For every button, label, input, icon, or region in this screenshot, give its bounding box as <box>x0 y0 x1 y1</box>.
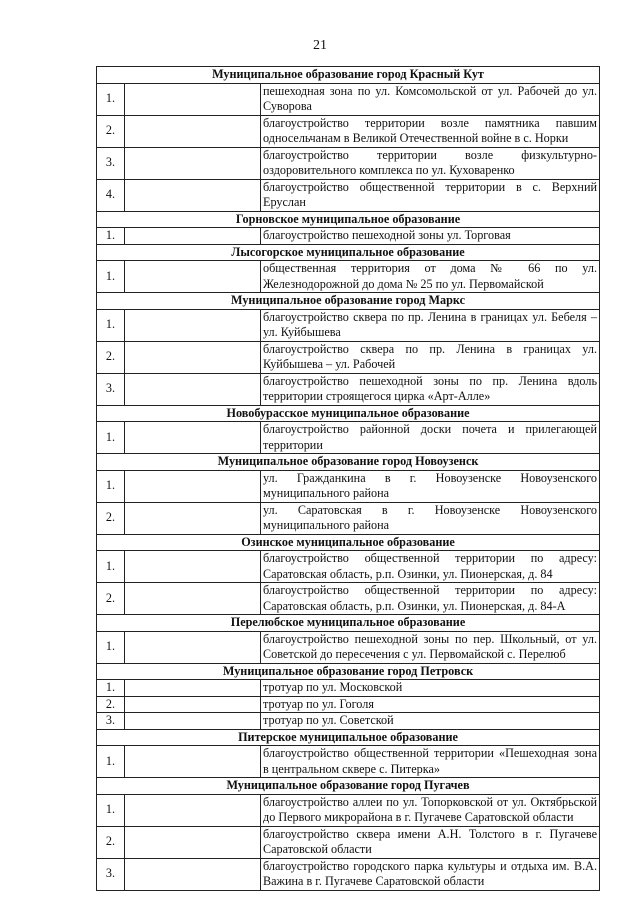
territories-table <box>96 66 600 891</box>
table-row <box>97 147 600 179</box>
section-header-row <box>97 211 600 228</box>
row-number: 2. <box>97 826 125 858</box>
row-number: 2. <box>97 341 125 373</box>
empty-cell <box>125 551 261 583</box>
empty-cell <box>125 826 261 858</box>
table-row <box>97 261 600 293</box>
territory-description: благоустройство сквера по пр. Ленина в границах ул. Бебеля – ул. Куйбышева <box>261 309 600 341</box>
section-header-row <box>97 293 600 310</box>
row-number: 2. <box>97 115 125 147</box>
empty-cell <box>125 341 261 373</box>
table-row <box>97 373 600 405</box>
empty-cell <box>125 631 261 663</box>
row-number: 1. <box>97 794 125 826</box>
empty-cell <box>125 422 261 454</box>
empty-cell <box>125 858 261 890</box>
section-title: Муниципальное образование город Петровск <box>97 663 600 680</box>
empty-cell <box>125 470 261 502</box>
territory-description: благоустройство общественной территории по адресу: Саратовская область, р.п. Озинки, ул. Пионерская, д. 84-А <box>261 583 600 615</box>
page-number: 21 <box>313 38 327 53</box>
territory-description: благоустройство пешеходной зоны ул. Торговая <box>261 228 600 245</box>
section-title: Перелюбское муниципальное образование <box>97 615 600 632</box>
territory-description: благоустройство сквера по пр. Ленина в границах ул. Куйбышева – ул. Рабочей <box>261 341 600 373</box>
territory-description: благоустройство пешеходной зоны по пер. Школьный, от ул. Советской до пересечения с ул. Первомайской с. Перелюб <box>261 631 600 663</box>
table-row <box>97 341 600 373</box>
territory-description: благоустройство городского парка культуры и отдыха им. В.А. Важина в г. Пугачеве Саратовской области <box>261 858 600 890</box>
table-row <box>97 228 600 245</box>
section-header-row <box>97 778 600 795</box>
row-number: 1. <box>97 309 125 341</box>
territory-description: благоустройство пешеходной зоны по пр. Ленина вдоль территории строящегося цирка «Арт-Алле» <box>261 373 600 405</box>
row-number: 1. <box>97 83 125 115</box>
territory-description: тротуар по ул. Советской <box>261 713 600 730</box>
empty-cell <box>125 794 261 826</box>
row-number: 1. <box>97 261 125 293</box>
table-row <box>97 631 600 663</box>
empty-cell <box>125 261 261 293</box>
section-header-row <box>97 244 600 261</box>
table-row <box>97 502 600 534</box>
table-row <box>97 858 600 890</box>
empty-cell <box>125 696 261 713</box>
territory-description: ул. Гражданкина в г. Новоузенске Новоузенского муниципального района <box>261 470 600 502</box>
row-number: 1. <box>97 680 125 697</box>
table-row <box>97 470 600 502</box>
row-number: 3. <box>97 147 125 179</box>
territory-description: общественная территория от дома № 66 по ул. Железнодорожной до дома № 25 по ул. Первомайской <box>261 261 600 293</box>
section-title: Муниципальное образование город Пугачев <box>97 778 600 795</box>
empty-cell <box>125 583 261 615</box>
section-title: Муниципальное образование город Маркс <box>97 293 600 310</box>
territory-description: благоустройство общественной территории в с. Верхний Еруслан <box>261 179 600 211</box>
row-number: 2. <box>97 696 125 713</box>
territory-description: пешеходная зона по ул. Комсомольской от ул. Рабочей до ул. Суворова <box>261 83 600 115</box>
row-number: 1. <box>97 551 125 583</box>
table-row <box>97 713 600 730</box>
row-number: 3. <box>97 373 125 405</box>
section-title: Новобурасское муниципальное образование <box>97 405 600 422</box>
empty-cell <box>125 228 261 245</box>
territory-description: благоустройство общественной территории «Пешеходная зона в центральном сквере с. Питерка» <box>261 746 600 778</box>
row-number: 1. <box>97 470 125 502</box>
section-header-row <box>97 454 600 471</box>
territory-description: благоустройство аллеи по ул. Топорковской от ул. Октябрьской до Первого микрорайона в г. Пугачеве Саратовской области <box>261 794 600 826</box>
table-row <box>97 422 600 454</box>
section-header-row <box>97 67 600 84</box>
territory-description: тротуар по ул. Гоголя <box>261 696 600 713</box>
empty-cell <box>125 83 261 115</box>
row-number: 2. <box>97 583 125 615</box>
empty-cell <box>125 373 261 405</box>
section-title: Муниципальное образование город Красный Кут <box>97 67 600 84</box>
empty-cell <box>125 502 261 534</box>
territory-description: благоустройство общественной территории по адресу: Саратовская область, р.п. Озинки, ул. Пионерская, д. 84 <box>261 551 600 583</box>
section-title: Питерское муниципальное образование <box>97 729 600 746</box>
section-header-row <box>97 534 600 551</box>
table-row <box>97 115 600 147</box>
table-row <box>97 309 600 341</box>
territory-description: ул. Саратовская в г. Новоузенске Новоузенского муниципального района <box>261 502 600 534</box>
section-header-row <box>97 729 600 746</box>
territory-description: благоустройство территории возле физкультурно-оздоровительного комплекса по ул. Куховаренко <box>261 147 600 179</box>
empty-cell <box>125 147 261 179</box>
table-row <box>97 826 600 858</box>
section-title: Озинское муниципальное образование <box>97 534 600 551</box>
territory-description: благоустройство районной доски почета и прилегающей территории <box>261 422 600 454</box>
row-number: 3. <box>97 713 125 730</box>
table-row <box>97 696 600 713</box>
row-number: 2. <box>97 502 125 534</box>
row-number: 1. <box>97 422 125 454</box>
row-number: 4. <box>97 179 125 211</box>
empty-cell <box>125 115 261 147</box>
territory-description: благоустройство сквера имени А.Н. Толстого в г. Пугачеве Саратовской области <box>261 826 600 858</box>
territory-description: благоустройство территории возле памятника павшим односельчанам в Великой Отечественной войне в с. Норки <box>261 115 600 147</box>
section-header-row <box>97 615 600 632</box>
territory-description: тротуар по ул. Московской <box>261 680 600 697</box>
row-number: 1. <box>97 228 125 245</box>
row-number: 3. <box>97 858 125 890</box>
row-number: 1. <box>97 746 125 778</box>
section-title: Лысогорское муниципальное образование <box>97 244 600 261</box>
section-header-row <box>97 405 600 422</box>
empty-cell <box>125 713 261 730</box>
table-row <box>97 583 600 615</box>
table-row <box>97 746 600 778</box>
table-row <box>97 551 600 583</box>
section-title: Муниципальное образование город Новоузенск <box>97 454 600 471</box>
table-row <box>97 179 600 211</box>
table-row <box>97 83 600 115</box>
empty-cell <box>125 309 261 341</box>
empty-cell <box>125 179 261 211</box>
empty-cell <box>125 680 261 697</box>
row-number: 1. <box>97 631 125 663</box>
table-row <box>97 680 600 697</box>
section-header-row <box>97 663 600 680</box>
section-title: Горновское муниципальное образование <box>97 211 600 228</box>
empty-cell <box>125 746 261 778</box>
table-row <box>97 794 600 826</box>
